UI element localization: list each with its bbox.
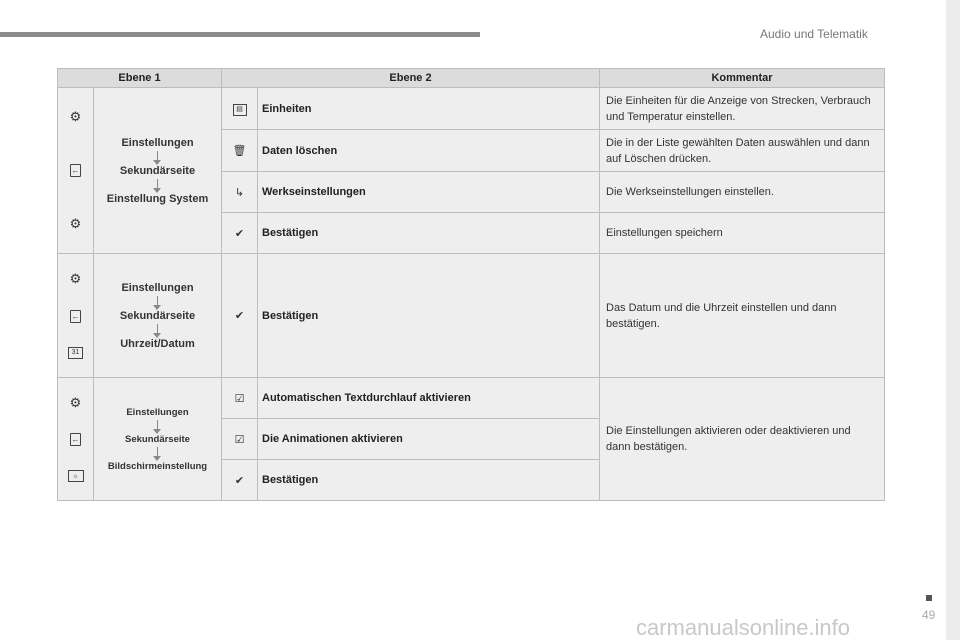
back-icon: ← bbox=[71, 435, 80, 445]
row-label: Bestätigen bbox=[258, 213, 600, 254]
page-number: 49 bbox=[922, 608, 936, 622]
path-step: Bildschirmeinstellung bbox=[107, 460, 208, 472]
table-row bbox=[58, 88, 885, 130]
group2-icons bbox=[58, 254, 94, 378]
calendar-icon: 31 bbox=[68, 347, 83, 359]
watermark: carmanualsonline.info bbox=[636, 615, 851, 640]
table-header-row bbox=[58, 69, 885, 88]
path-step: Einstellungen bbox=[121, 281, 194, 294]
check-icon: ✔ bbox=[222, 254, 258, 378]
back-icon: ← bbox=[71, 165, 80, 175]
section-title: Audio und Telematik bbox=[760, 27, 868, 41]
path-step: Sekundärseite bbox=[125, 433, 190, 445]
group2-path bbox=[94, 254, 222, 378]
arrow-down-icon bbox=[157, 179, 158, 188]
path-step: Uhrzeit/Datum bbox=[120, 337, 195, 350]
header-level1: Ebene 1 bbox=[58, 69, 222, 88]
arrow-down-icon bbox=[157, 447, 158, 456]
arrow-down-icon bbox=[157, 296, 158, 305]
check-icon: ✔ bbox=[222, 213, 258, 254]
factory-reset-icon: ↳ bbox=[222, 172, 258, 213]
row-comment: Die Einheiten für die Anzeige von Strecken, Verbrauch und Temperatur einstellen. bbox=[600, 88, 885, 130]
row-label: Einheiten bbox=[258, 88, 600, 130]
row-label: Werkseinstellungen bbox=[258, 172, 600, 213]
path-step: Einstellung System bbox=[106, 192, 209, 205]
checkbox-icon: ☑ bbox=[222, 419, 258, 460]
group3-path bbox=[94, 378, 222, 501]
arrow-down-icon bbox=[157, 324, 158, 333]
row-comment: Das Datum und die Uhrzeit einstellen und dann bestätigen. bbox=[600, 254, 885, 378]
path-step: Sekundärseite bbox=[119, 164, 196, 177]
top-rule bbox=[0, 32, 480, 37]
row-comment: Einstellungen speichern bbox=[600, 213, 885, 254]
row-label: Automatischen Textdurchlauf aktivieren bbox=[258, 378, 600, 419]
group3-icons bbox=[58, 378, 94, 501]
trash-icon: 🗑 bbox=[222, 130, 258, 172]
gear-icon bbox=[68, 396, 84, 410]
header-level2: Ebene 2 bbox=[222, 69, 600, 88]
row-label: Bestätigen bbox=[258, 254, 600, 378]
checkbox-icon: ☑ bbox=[222, 378, 258, 419]
path-step: Sekundärseite bbox=[119, 309, 196, 322]
units-icon: ▤ bbox=[222, 88, 258, 130]
page-edge-strip bbox=[946, 0, 960, 640]
group1-icons bbox=[58, 88, 94, 254]
arrow-down-icon bbox=[157, 151, 158, 160]
back-icon: ← bbox=[71, 311, 80, 321]
settings-table bbox=[57, 68, 885, 501]
path-step: Einstellungen bbox=[121, 136, 194, 149]
row-label: Bestätigen bbox=[258, 460, 600, 501]
path-step: Einstellungen bbox=[126, 406, 189, 418]
arrow-down-icon bbox=[157, 420, 158, 429]
row-comment: Die Einstellungen aktivieren oder deaktivieren und dann bestätigen. bbox=[600, 378, 885, 501]
group1-path bbox=[94, 88, 222, 254]
row-comment: Die in der Liste gewählten Daten auswählen und dann auf Löschen drücken. bbox=[600, 130, 885, 172]
check-icon: ✔ bbox=[222, 460, 258, 501]
row-comment: Die Werkseinstellungen einstellen. bbox=[600, 172, 885, 213]
table-row bbox=[58, 254, 885, 378]
gear-icon bbox=[68, 217, 84, 231]
header-comment: Kommentar bbox=[600, 69, 885, 88]
gear-icon bbox=[68, 272, 84, 286]
row-label: Daten löschen bbox=[258, 130, 600, 172]
bullet-marker bbox=[926, 595, 932, 601]
screen-icon: ☼ bbox=[68, 470, 84, 482]
table-row bbox=[58, 378, 885, 419]
row-label: Die Animationen aktivieren bbox=[258, 419, 600, 460]
gear-icon bbox=[68, 110, 84, 124]
